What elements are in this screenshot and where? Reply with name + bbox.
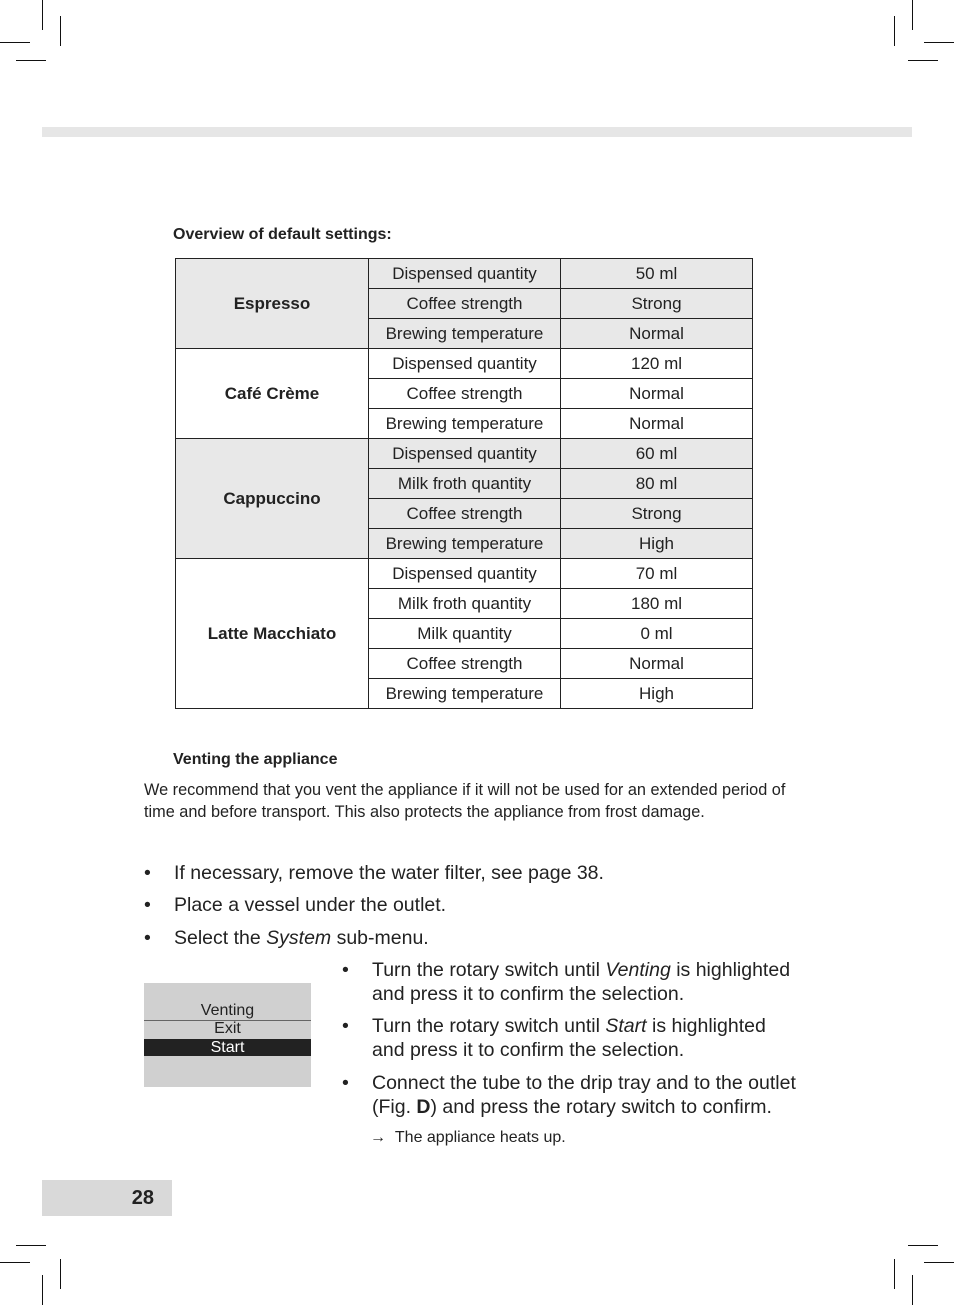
step-text (174, 926, 429, 950)
step-text: If necessary, remove the water filter, see page 38. (174, 862, 604, 884)
result-arrow-icon: → (370, 1129, 386, 1146)
crop-mark (0, 1262, 30, 1263)
step-text (372, 958, 790, 1006)
header-bar (42, 127, 912, 137)
page-number-box (42, 1180, 172, 1216)
crop-mark (908, 60, 938, 61)
step-text: Place a vessel under the outlet. (174, 894, 447, 916)
bullet-marker: • (144, 862, 151, 884)
drink-name-cappuccino: Cappuccino (176, 439, 369, 559)
setting-value: 120 ml (561, 349, 753, 379)
drink-name-latte-macchiato: Latte Macchiato (176, 559, 369, 709)
display-item-start-selected: Start (144, 1039, 311, 1056)
setting-name: Milk froth quantity (369, 469, 561, 499)
setting-value: Normal (561, 379, 753, 409)
display-screen (144, 983, 311, 1087)
table-row (176, 349, 753, 379)
setting-value: 0 ml (561, 619, 753, 649)
crop-mark (912, 1275, 913, 1305)
bullet-marker: • (144, 927, 151, 949)
setting-name: Coffee strength (369, 289, 561, 319)
setting-name: Milk quantity (369, 619, 561, 649)
step-text-part: and press it to confirm the selection. (372, 1039, 685, 1061)
setting-name: Milk froth quantity (369, 589, 561, 619)
setting-name: Dispensed quantity (369, 349, 561, 379)
setting-name: Coffee strength (369, 499, 561, 529)
setting-value: 60 ml (561, 439, 753, 469)
setting-name: Brewing temperature (369, 409, 561, 439)
setting-name: Dispensed quantity (369, 259, 561, 289)
table-row (176, 559, 753, 589)
setting-value: Strong (561, 499, 753, 529)
setting-value: 50 ml (561, 259, 753, 289)
crop-mark (924, 42, 954, 43)
overview-heading: Overview of default settings: (173, 226, 392, 243)
step-text-part: Connect the tube to the drip tray and to the outlet (372, 1072, 796, 1094)
setting-name: Dispensed quantity (369, 559, 561, 589)
step-text-part: is highlighted (646, 1015, 766, 1037)
step-text (372, 1014, 766, 1062)
step-text (372, 1071, 796, 1119)
venting-intro: We recommend that you vent the appliance if it will not be used for an extended period of time and before transport. This also protects the appliance from frost damage. (144, 781, 786, 821)
setting-value: Normal (561, 409, 753, 439)
setting-value: Normal (561, 649, 753, 679)
setting-name: Coffee strength (369, 379, 561, 409)
setting-name: Dispensed quantity (369, 439, 561, 469)
setting-value: Normal (561, 319, 753, 349)
setting-name: Brewing temperature (369, 529, 561, 559)
crop-mark (0, 42, 30, 43)
crop-mark (894, 1259, 895, 1289)
step-text-part: sub-menu. (331, 927, 429, 949)
crop-mark (60, 16, 61, 46)
crop-mark (42, 1275, 43, 1305)
setting-value: 80 ml (561, 469, 753, 499)
bullet-marker: • (342, 1015, 349, 1037)
step-emphasis: Venting (605, 959, 671, 981)
setting-value: High (561, 529, 753, 559)
step-emphasis: Start (605, 1015, 647, 1037)
setting-value: 70 ml (561, 559, 753, 589)
setting-value: 180 ml (561, 589, 753, 619)
result-text: The appliance heats up. (394, 1129, 566, 1146)
table-row (176, 439, 753, 469)
step-text-part: Turn the rotary switch until (372, 1015, 606, 1037)
crop-mark (16, 60, 46, 61)
step-text-part: is highlighted (670, 959, 791, 981)
result-line (370, 1129, 566, 1147)
step-emphasis: System (266, 927, 332, 949)
step-text-part: Select the (174, 927, 267, 949)
table-row (176, 259, 753, 289)
crop-mark (42, 0, 43, 30)
step-text-part: ) and press the rotary switch to confirm. (430, 1096, 772, 1118)
venting-heading: Venting the appliance (173, 751, 338, 768)
default-settings-table (175, 258, 753, 709)
display-title: Venting (200, 1002, 255, 1019)
bullet-marker: • (144, 894, 151, 916)
crop-mark (912, 0, 913, 30)
drink-name-cafe-creme: Café Crème (176, 349, 369, 439)
bullet-marker: • (342, 959, 349, 981)
page-number: 28 (131, 1187, 154, 1209)
setting-name: Brewing temperature (369, 679, 561, 709)
step-text-part: Turn the rotary switch until (372, 959, 606, 981)
crop-mark (908, 1245, 938, 1246)
figure-ref: D (416, 1096, 431, 1118)
bullet-marker: • (342, 1072, 349, 1094)
setting-name: Coffee strength (369, 649, 561, 679)
step-text-part: and press it to confirm the selection. (372, 983, 685, 1005)
display-item-exit: Exit (214, 1020, 241, 1037)
crop-mark (16, 1245, 46, 1246)
crop-mark (894, 16, 895, 46)
step-text-part: (Fig. (372, 1096, 417, 1118)
setting-value: High (561, 679, 753, 709)
setting-name: Brewing temperature (369, 319, 561, 349)
drink-name-espresso: Espresso (176, 259, 369, 349)
crop-mark (60, 1259, 61, 1289)
setting-value: Strong (561, 289, 753, 319)
crop-mark (924, 1262, 954, 1263)
